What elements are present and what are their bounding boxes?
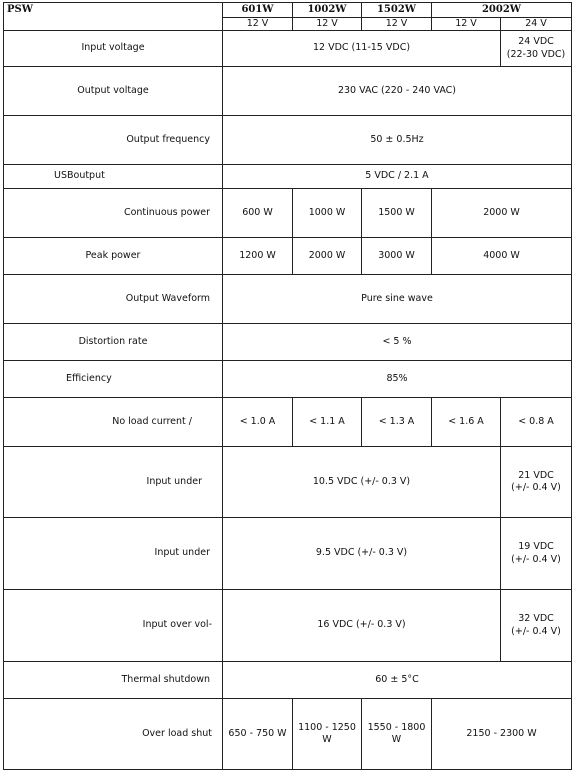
- row-label: Distortion rate: [4, 324, 223, 361]
- row-label: Peak power: [4, 238, 223, 275]
- value-cell: 230 VAC (220 - 240 VAC): [223, 67, 572, 116]
- value-cell: 600 W: [223, 189, 293, 238]
- value-cell: < 1.0 A: [223, 398, 293, 447]
- row-label: Thermal shutdown: [4, 662, 223, 699]
- value-cell: 3000 W: [362, 238, 432, 275]
- value-cell: 4000 W: [432, 238, 572, 275]
- row-overload-shutdown: [4, 699, 572, 770]
- value-cell: 1500 W: [362, 189, 432, 238]
- value-cell: < 1.6 A: [432, 398, 501, 447]
- voltage-cell: 12 V: [432, 17, 501, 31]
- row-input-under-alarm: [4, 447, 572, 518]
- value-cell: 2150 - 2300 W: [432, 699, 572, 770]
- voltage-cell: 12 V: [293, 17, 362, 31]
- row-label: Output voltage: [4, 67, 223, 116]
- value-cell: 1000 W: [293, 189, 362, 238]
- row-peak-power: [4, 238, 572, 275]
- model-1502w: 1502W: [362, 3, 432, 18]
- value-cell-24v: 24 VDC (22-30 VDC): [501, 31, 572, 67]
- value-cell: 1550 - 1800 W: [362, 699, 432, 770]
- row-label: USBoutput: [4, 165, 223, 189]
- row-label: Input under: [4, 518, 223, 590]
- value-cell-12v: 12 VDC (11-15 VDC): [223, 31, 501, 67]
- value-cell: 85%: [223, 361, 572, 398]
- value-cell: Pure sine wave: [223, 275, 572, 324]
- value-cell: 2000 W: [293, 238, 362, 275]
- value-cell-24v: 19 VDC (+/- 0.4 V): [501, 518, 572, 590]
- row-input-under-shutdown: [4, 518, 572, 590]
- value-cell: 2000 W: [432, 189, 572, 238]
- model-1002w: 1002W: [293, 3, 362, 18]
- value-cell: < 5 %: [223, 324, 572, 361]
- row-label: Output Waveform: [4, 275, 223, 324]
- model-2002w: 2002W: [432, 3, 572, 18]
- row-label: Input voltage: [4, 31, 223, 67]
- voltage-cell: 12 V: [223, 17, 293, 31]
- row-label: No load current /: [4, 398, 223, 447]
- row-thermal-shutdown: [4, 662, 572, 699]
- row-continuous-power: [4, 189, 572, 238]
- row-label: Efficiency: [4, 361, 223, 398]
- value-cell-12v: 16 VDC (+/- 0.3 V): [223, 590, 501, 662]
- row-label: Continuous power: [4, 189, 223, 238]
- row-label: Input over vol-: [4, 590, 223, 662]
- row-label: Over load shut: [4, 699, 223, 770]
- voltage-cell: 12 V: [362, 17, 432, 31]
- row-input-voltage: [4, 31, 572, 67]
- value-cell: < 1.1 A: [293, 398, 362, 447]
- value-cell-24v: 32 VDC (+/- 0.4 V): [501, 590, 572, 662]
- row-distortion-rate: [4, 324, 572, 361]
- value-cell: 60 ± 5°C: [223, 662, 572, 699]
- value-cell: 1200 W: [223, 238, 293, 275]
- value-cell: 650 - 750 W: [223, 699, 293, 770]
- value-cell: < 1.3 A: [362, 398, 432, 447]
- value-cell-24v: 21 VDC (+/- 0.4 V): [501, 447, 572, 518]
- model-601w: 601W: [223, 3, 293, 18]
- value-cell: 1100 - 1250 W: [293, 699, 362, 770]
- spec-table: [3, 2, 572, 770]
- value-cell-12v: 9.5 VDC (+/- 0.3 V): [223, 518, 501, 590]
- row-output-frequency: [4, 116, 572, 165]
- row-label: Input under: [4, 447, 223, 518]
- row-output-waveform: [4, 275, 572, 324]
- value-cell: 5 VDC / 2.1 A: [223, 165, 572, 189]
- row-no-load-current: [4, 398, 572, 447]
- value-cell: 50 ± 0.5Hz: [223, 116, 572, 165]
- row-output-voltage: [4, 67, 572, 116]
- corner-label: PSW: [4, 3, 223, 31]
- header-models-row: [4, 3, 572, 18]
- row-efficiency: [4, 361, 572, 398]
- row-input-over-voltage: [4, 590, 572, 662]
- row-usb-output: [4, 165, 572, 189]
- value-cell: < 0.8 A: [501, 398, 572, 447]
- value-cell-12v: 10.5 VDC (+/- 0.3 V): [223, 447, 501, 518]
- row-label: Output frequency: [4, 116, 223, 165]
- voltage-cell: 24 V: [501, 17, 572, 31]
